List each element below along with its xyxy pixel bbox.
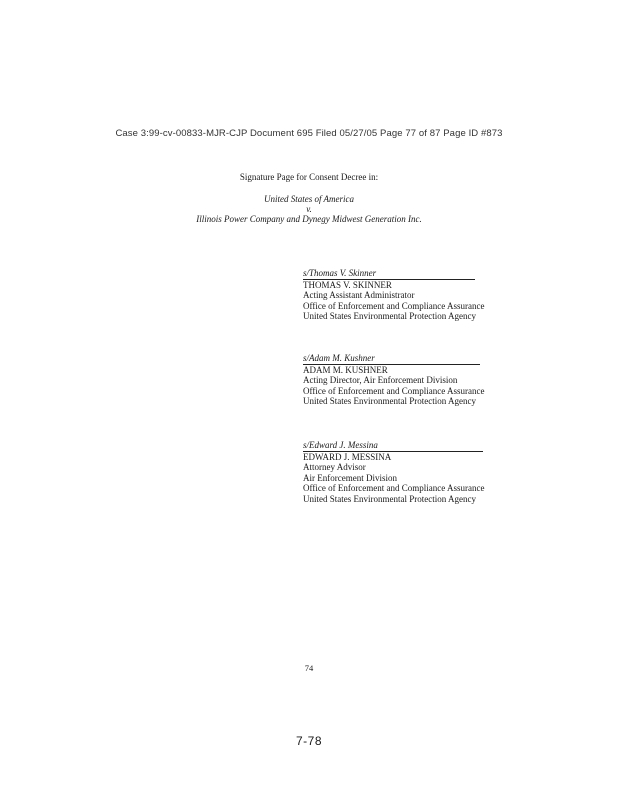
signer-agency: United States Environmental Protection Agency [303,311,476,322]
signer-office: Office of Enforcement and Compliance Assurance [303,483,485,494]
caption-party-2: Illinois Power Company and Dynegy Midwest Generation Inc. [196,214,422,224]
caption-title: Signature Page for Consent Decree in: [239,172,379,182]
signature-block-messina [303,440,485,505]
signer-title: Acting Director, Air Enforcement Division [303,375,458,386]
bates-number: 7-78 [295,734,323,748]
signer-name: THOMAS V. SKINNER [303,279,392,290]
signer-division: Air Enforcement Division [303,472,397,483]
signer-agency: United States Environmental Protection Agency [303,493,476,504]
caption-versus: v. [306,204,312,214]
signer-title: Acting Assistant Administrator [303,290,415,301]
signature-block-skinner [303,268,485,322]
signature-line: s/Edward J. Messina [303,440,483,452]
caption-party-1: United States of America [263,194,355,204]
case-header: Case 3:99-cv-00833-MJR-CJP Document 695 Filed 05/27/05 Page 77 of 87 Page ID #873 [115,128,503,139]
signer-name: EDWARD J. MESSINA [303,451,392,462]
signer-office: Office of Enforcement and Compliance Assurance [303,385,485,396]
signature-block-kushner [303,353,485,407]
page-number: 74 [304,663,314,673]
signature-line: s/Adam M. Kushner [303,353,480,365]
signer-agency: United States Environmental Protection Agency [303,396,476,407]
signer-office: Office of Enforcement and Compliance Assurance [303,300,485,311]
signer-title: Attorney Advisor [303,462,366,473]
signer-name: ADAM M. KUSHNER [303,364,388,375]
signature-line: s/Thomas V. Skinner [303,268,475,280]
